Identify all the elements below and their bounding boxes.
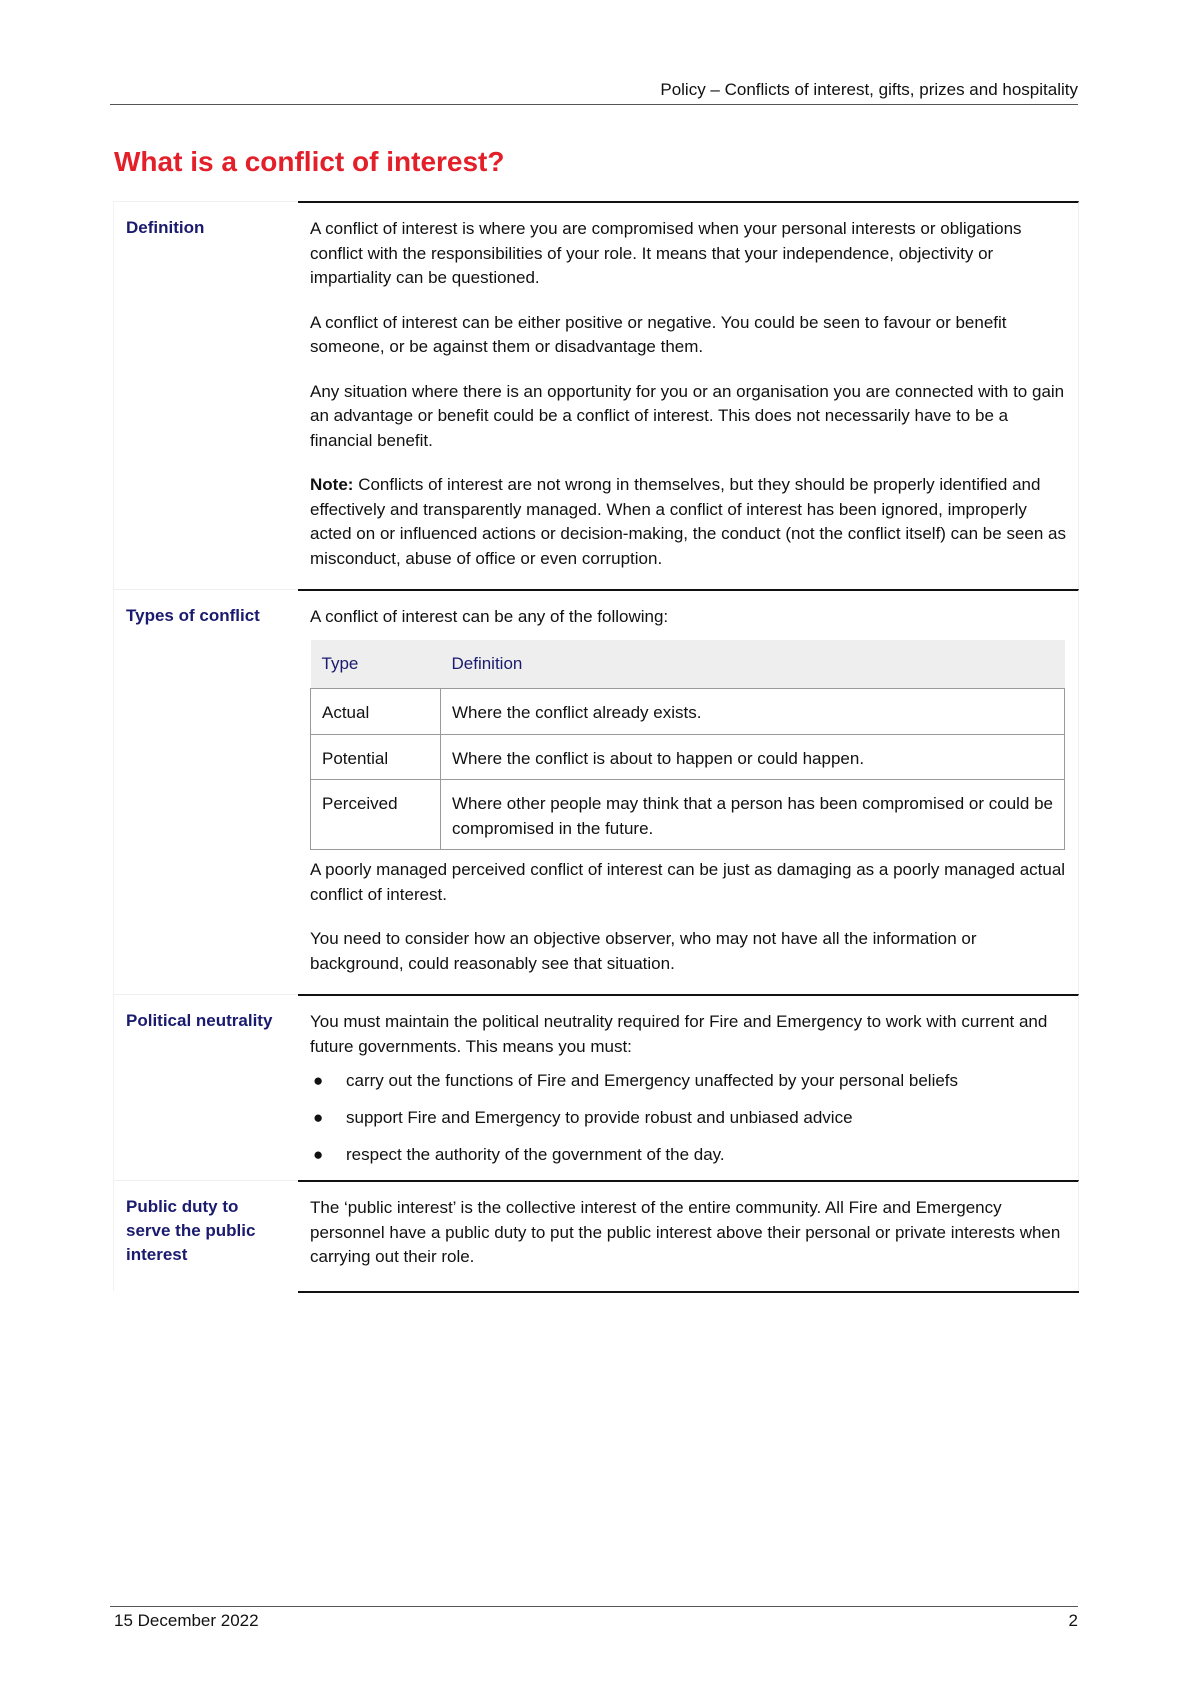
neutrality-row bbox=[113, 994, 1079, 1180]
public-duty-label: Public duty to serve the public interest bbox=[113, 1180, 298, 1291]
types-row bbox=[113, 589, 1079, 994]
types-label: Types of conflict bbox=[113, 589, 298, 994]
footer-date: 15 December 2022 bbox=[114, 1611, 259, 1630]
running-header: Policy – Conflicts of interest, gifts, prizes and hospitality bbox=[660, 80, 1078, 99]
neutrality-body bbox=[298, 994, 1079, 1180]
definition-note bbox=[310, 473, 1066, 571]
note-text: Conflicts of interest are not wrong in themselves, but they should be properly identified and effectively and transparently managed. When a conflict of interest has been ignored, improperly acted on or influenced actions or decision-making, the conduct (not the conflict itself) can be seen as misconduct, abuse of office or even corruption. bbox=[310, 475, 1066, 568]
list-item bbox=[310, 1106, 1066, 1131]
definition-cell: Where the conflict already exists. bbox=[441, 689, 1065, 735]
definition-body bbox=[298, 201, 1079, 589]
table-row bbox=[311, 689, 1065, 735]
note-label: Note: bbox=[310, 475, 354, 494]
page-title: What is a conflict of interest? bbox=[114, 146, 505, 177]
table-header-row bbox=[311, 640, 1065, 689]
neutrality-list bbox=[310, 1069, 1066, 1168]
public-duty-body bbox=[298, 1180, 1079, 1291]
table-bottom-rule bbox=[298, 1291, 1079, 1293]
types-paragraph: You need to consider how an objective observer, who may not have all the information or background, could reasonably see that situation. bbox=[310, 929, 977, 973]
list-item bbox=[310, 1069, 1066, 1094]
definition-cell: Where other people may think that a person has been compromised or could be compromised in the future. bbox=[441, 780, 1065, 850]
column-header-type: Type bbox=[311, 640, 441, 689]
types-paragraph: A poorly managed perceived conflict of interest can be just as damaging as a poorly managed actual conflict of interest. bbox=[310, 860, 1066, 904]
neutrality-intro: You must maintain the political neutrality required for Fire and Emergency to work with current and future governments. This means you must: bbox=[310, 1012, 1048, 1056]
policy-table bbox=[113, 201, 1079, 1293]
definition-label: Definition bbox=[113, 201, 298, 589]
list-item-text: support Fire and Emergency to provide robust and unbiased advice bbox=[346, 1108, 853, 1127]
bullet-icon: ● bbox=[313, 1145, 324, 1164]
type-cell: Perceived bbox=[311, 780, 441, 850]
bullet-icon: ● bbox=[313, 1071, 324, 1090]
type-cell: Actual bbox=[311, 689, 441, 735]
definition-row bbox=[113, 201, 1079, 589]
types-intro: A conflict of interest can be any of the following: bbox=[310, 607, 669, 626]
definition-paragraph: A conflict of interest is where you are compromised when your personal interests or obligations conflict with the responsibilities of your role. It means that your independence, objectivity or impartiality can be questioned. bbox=[310, 219, 1022, 287]
definition-paragraph: A conflict of interest can be either positive or negative. You could be seen to favour or benefit someone, or be against them or disadvantage them. bbox=[310, 312, 1007, 356]
table-row bbox=[311, 734, 1065, 780]
neutrality-label: Political neutrality bbox=[113, 994, 298, 1180]
definition-cell: Where the conflict is about to happen or could happen. bbox=[441, 734, 1065, 780]
table-row bbox=[311, 780, 1065, 850]
column-header-definition: Definition bbox=[441, 640, 1065, 689]
definition-paragraph: Any situation where there is an opportunity for you or an organisation you are connected with to gain an advantage or benefit could be a conflict of interest. This does not necessarily have to be a financial benefit. bbox=[310, 381, 1065, 450]
type-cell: Potential bbox=[311, 734, 441, 780]
bullet-icon: ● bbox=[313, 1108, 324, 1127]
public-duty-row bbox=[113, 1180, 1079, 1291]
list-item bbox=[310, 1143, 1066, 1168]
header-rule bbox=[110, 104, 1078, 105]
list-item-text: carry out the functions of Fire and Emergency unaffected by your personal beliefs bbox=[346, 1071, 959, 1090]
list-item-text: respect the authority of the government of the day. bbox=[346, 1145, 725, 1164]
footer-rule bbox=[110, 1606, 1078, 1607]
public-duty-text: The ‘public interest’ is the collective interest of the entire community. All Fire and Emergency personnel have a public duty to put the public interest above their personal or private interests when carrying out their role. bbox=[310, 1198, 1061, 1266]
types-body bbox=[298, 589, 1079, 994]
page-number: 2 bbox=[1068, 1611, 1078, 1630]
conflict-types-table bbox=[310, 640, 1065, 851]
